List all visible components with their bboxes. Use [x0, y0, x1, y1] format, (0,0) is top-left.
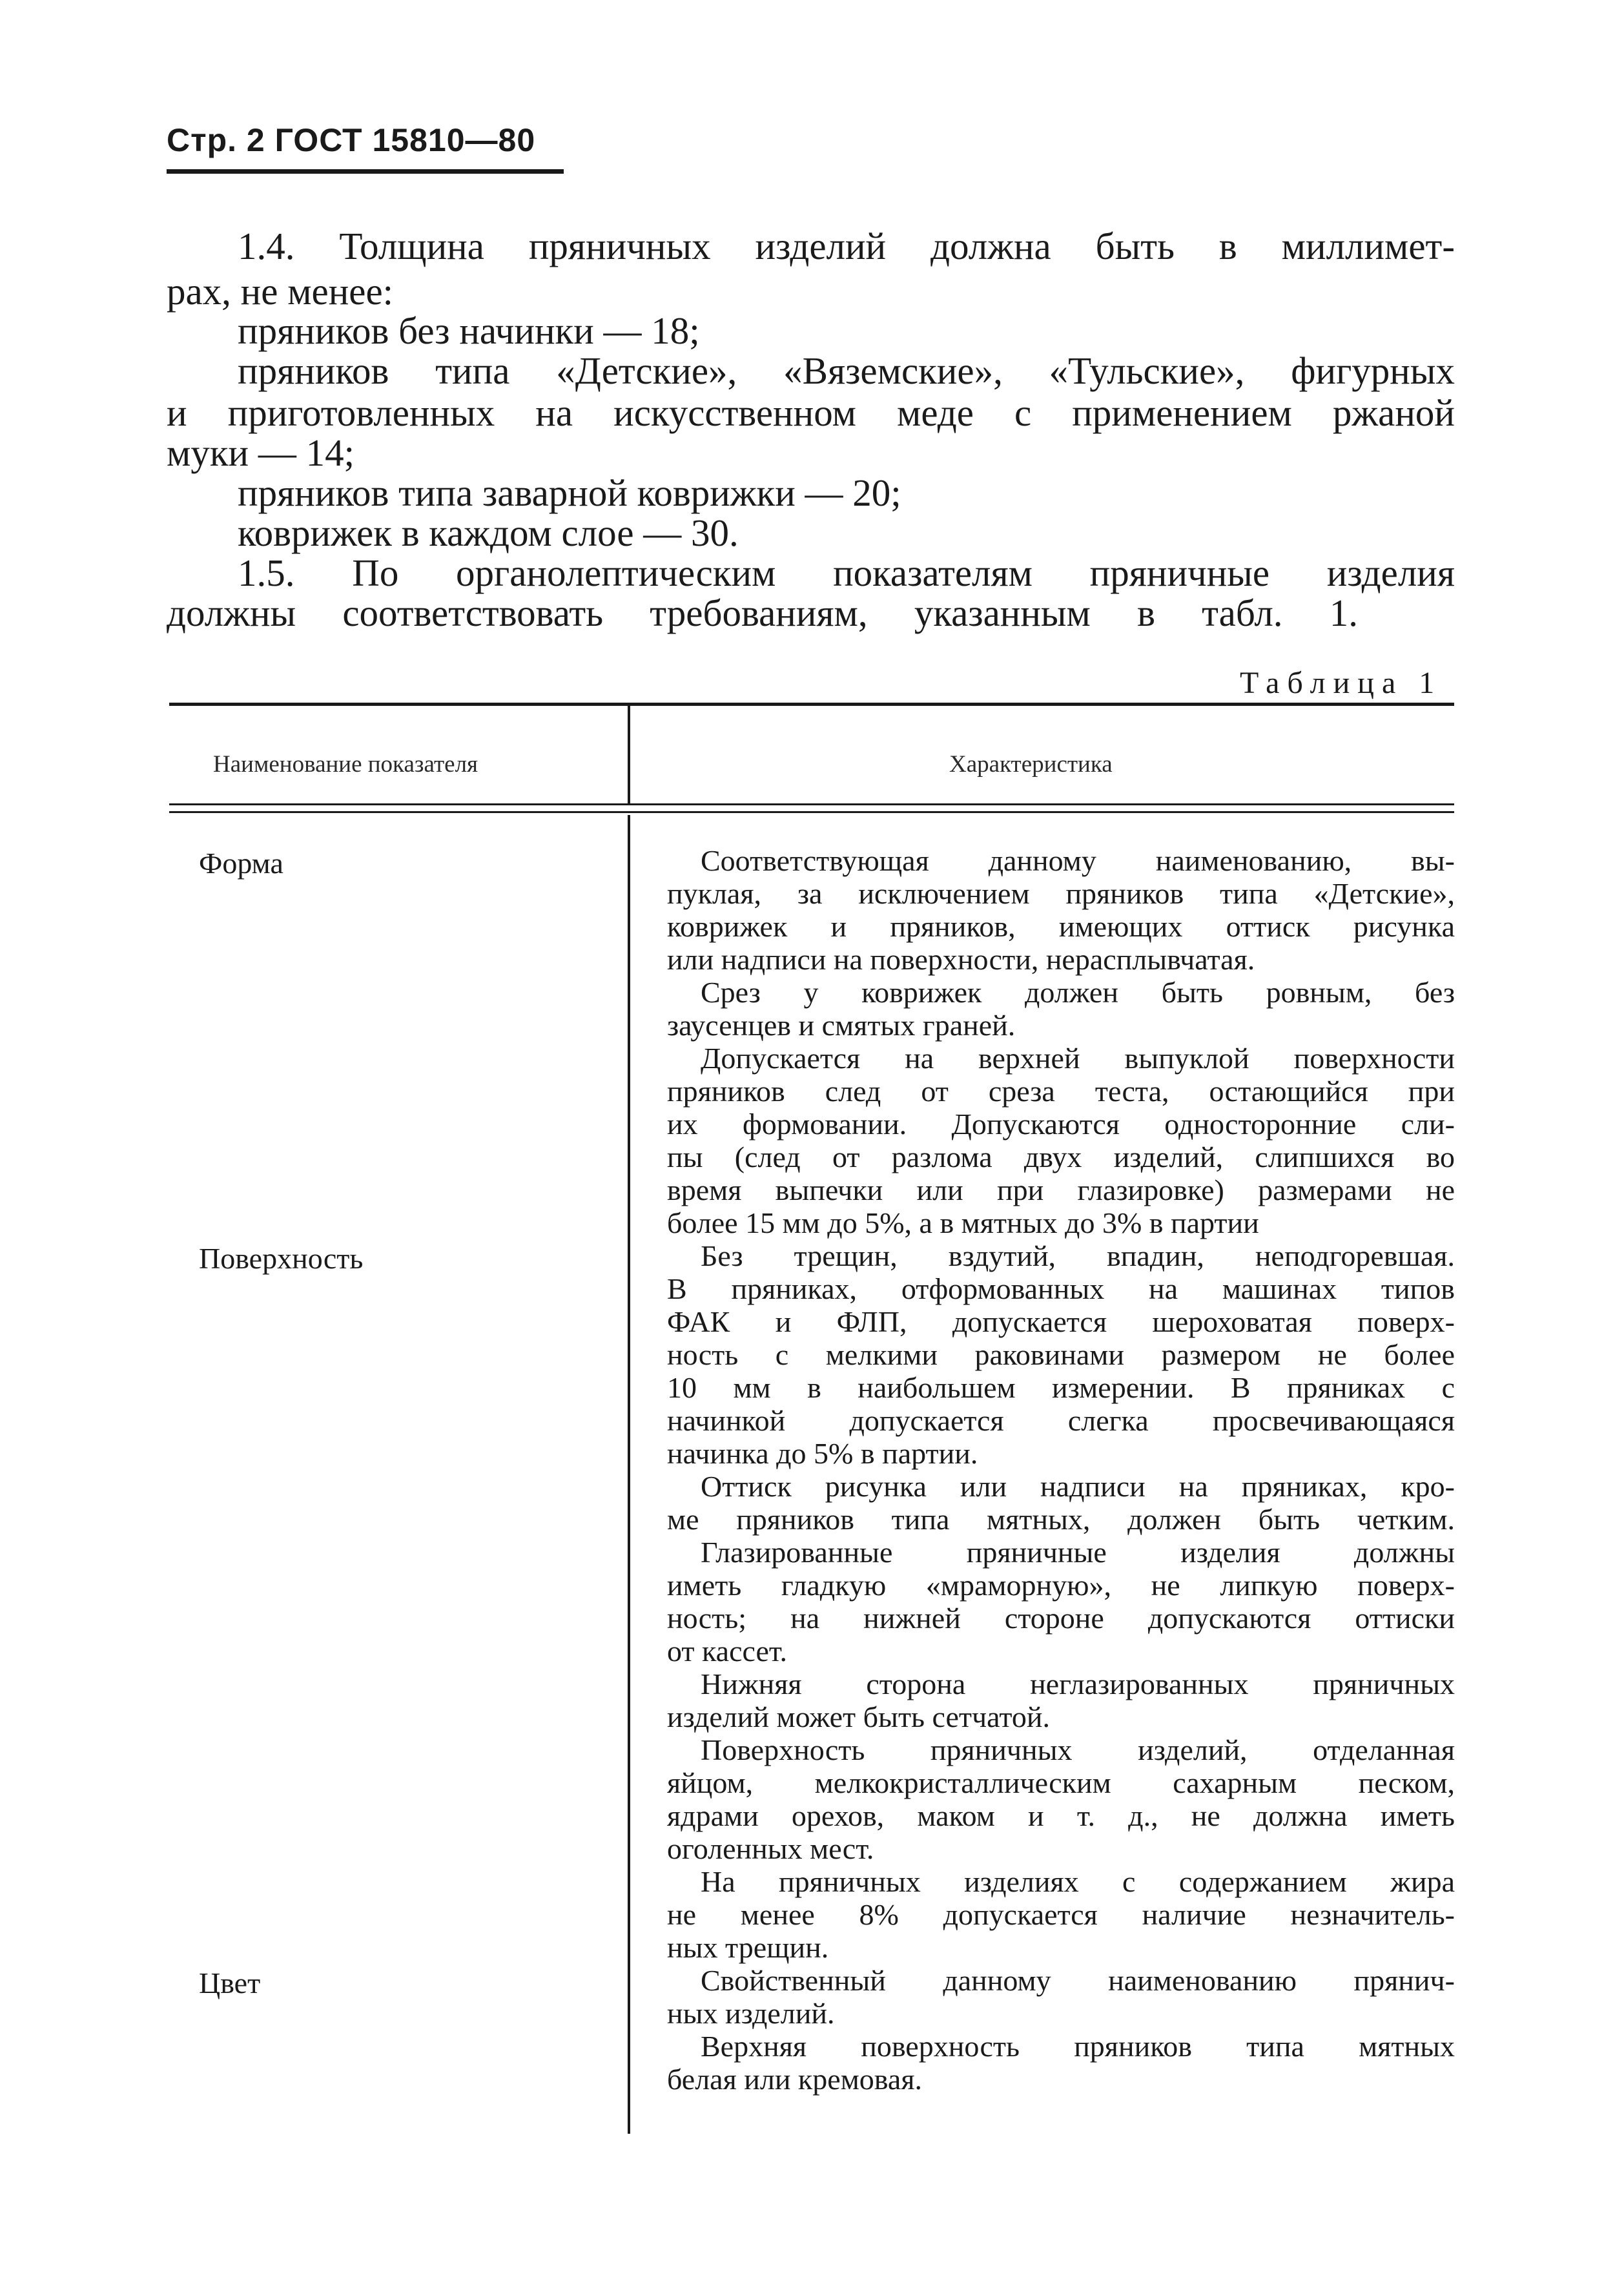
row-color-line: белая или кремовая. [667, 2063, 922, 2096]
row-surface-line: Без трещин, вздутий, впадин, неподгоревшая. [701, 1239, 1455, 1272]
row-surface-line: изделий может быть сетчатой. [667, 1700, 1050, 1733]
column-header-name: Наименование показателя [213, 751, 478, 778]
row-surface-line: ных трещин. [667, 1931, 829, 1964]
row-forma-line: пуклая, за исключением пряников типа «Детские», [667, 877, 1455, 910]
row-forma-line: более 15 мм до 5%, а в мятных до 3% в партии [667, 1206, 1259, 1239]
row-surface-line: ность; на нижней стороне допускаются оттиски [667, 1602, 1455, 1635]
row-forma-line: или надписи на поверхности, нерасплывчатая. [667, 943, 1255, 976]
header-rule [167, 169, 564, 174]
row-color-line: Свойственный данному наименованию прянич- [701, 1964, 1455, 1997]
intro-line: и приготовленных на искусственном меде с применением ржаной [167, 391, 1455, 434]
row-surface-line: ме пряников типа мятных, должен быть четким. [667, 1503, 1455, 1536]
table-column-divider [628, 815, 630, 2134]
intro-line: должны соответствовать требованиям, указанным в табл. 1. [167, 592, 1358, 634]
intro-line: пряников без начинки — 18; [238, 309, 700, 352]
table-header-divider [628, 705, 630, 803]
row-surface-line: не менее 8% допускается наличие незначитель- [667, 1898, 1455, 1931]
intro-line: муки — 14; [167, 431, 355, 474]
row-surface-line: Глазированные пряничные изделия должны [701, 1536, 1455, 1569]
row-color-line: ных изделий. [667, 1997, 835, 2030]
row-forma-line: Соответствующая данному наименованию, вы- [701, 844, 1455, 877]
row-surface-line: оголенных мест. [667, 1832, 874, 1865]
row-surface-line: иметь гладкую «мраморную», не липкую поверх- [667, 1569, 1455, 1602]
intro-line: пряников типа «Детские», «Вяземские», «Тульские», фигурных [238, 349, 1455, 392]
row-surface-line: ФАК и ФЛП, допускается шероховатая поверх- [667, 1305, 1455, 1338]
page-header: Стр. 2 ГОСТ 15810—80 [167, 122, 536, 158]
table-header-rule [169, 803, 1454, 805]
row-forma-line: их формовании. Допускаются односторонние сли- [667, 1108, 1455, 1140]
row-surface-line: Поверхность пряничных изделий, отделанная [701, 1733, 1455, 1766]
intro-line: пряников типа заварной коврижки — 20; [238, 471, 901, 514]
row-surface-line: На пряничных изделиях с содержанием жира [701, 1865, 1455, 1898]
row-surface-line: от кассет. [667, 1635, 788, 1667]
row-forma-line: пряников след от среза теста, остающийся при [667, 1075, 1455, 1108]
row-surface-line: ность с мелкими раковинами размером не более [667, 1338, 1455, 1371]
table-top-rule [169, 703, 1454, 706]
row-forma-line: Допускается на верхней выпуклой поверхности [701, 1042, 1455, 1075]
row-forma-line: время выпечки или при глазировке) размерами не [667, 1173, 1455, 1206]
row-color-line: Верхняя поверхность пряников типа мятных [701, 2030, 1455, 2063]
row-surface-line: яйцом, мелкокристаллическим сахарным песком, [667, 1766, 1455, 1799]
intro-line: 1.4. Толщина пряничных изделий должна быть в миллимет- [238, 225, 1455, 267]
table-header-rule-double [169, 811, 1454, 813]
row-surface-line: ядрами орехов, маком и т. д., не должна иметь [667, 1799, 1455, 1832]
table-caption: Таблица 1 [1240, 666, 1443, 700]
row-surface-line: Нижняя сторона неглазированных пряничных [701, 1667, 1455, 1700]
row-surface-line: начинка до 5% в партии. [667, 1437, 978, 1470]
row-forma-line: коврижек и пряников, имеющих оттиск рисунка [667, 910, 1455, 943]
intro-line: рах, не менее: [167, 270, 394, 313]
row-surface-line: Оттиск рисунка или надписи на пряниках, кро- [701, 1470, 1455, 1503]
row-name-forma: Форма [199, 847, 283, 880]
row-name-color: Цвет [199, 1966, 261, 1999]
column-header-characteristic: Характеристика [949, 751, 1113, 778]
row-forma-line: заусенцев и смятых граней. [667, 1009, 1016, 1042]
row-forma-line: Срез у коврижек должен быть ровным, без [701, 976, 1455, 1009]
intro-line: коврижек в каждом слое — 30. [238, 511, 739, 554]
intro-line: 1.5. По органолептическим показателям пряничные изделия [238, 552, 1455, 594]
row-forma-line: пы (след от разлома двух изделий, слипшихся во [667, 1140, 1455, 1173]
row-surface-line: начинкой допускается слегка просвечивающаяся [667, 1404, 1455, 1437]
row-surface-line: 10 мм в наибольшем измерении. В пряниках с [667, 1371, 1455, 1404]
row-name-surface: Поверхность [199, 1242, 364, 1275]
row-surface-line: В пряниках, отформованных на машинах типов [667, 1272, 1455, 1305]
